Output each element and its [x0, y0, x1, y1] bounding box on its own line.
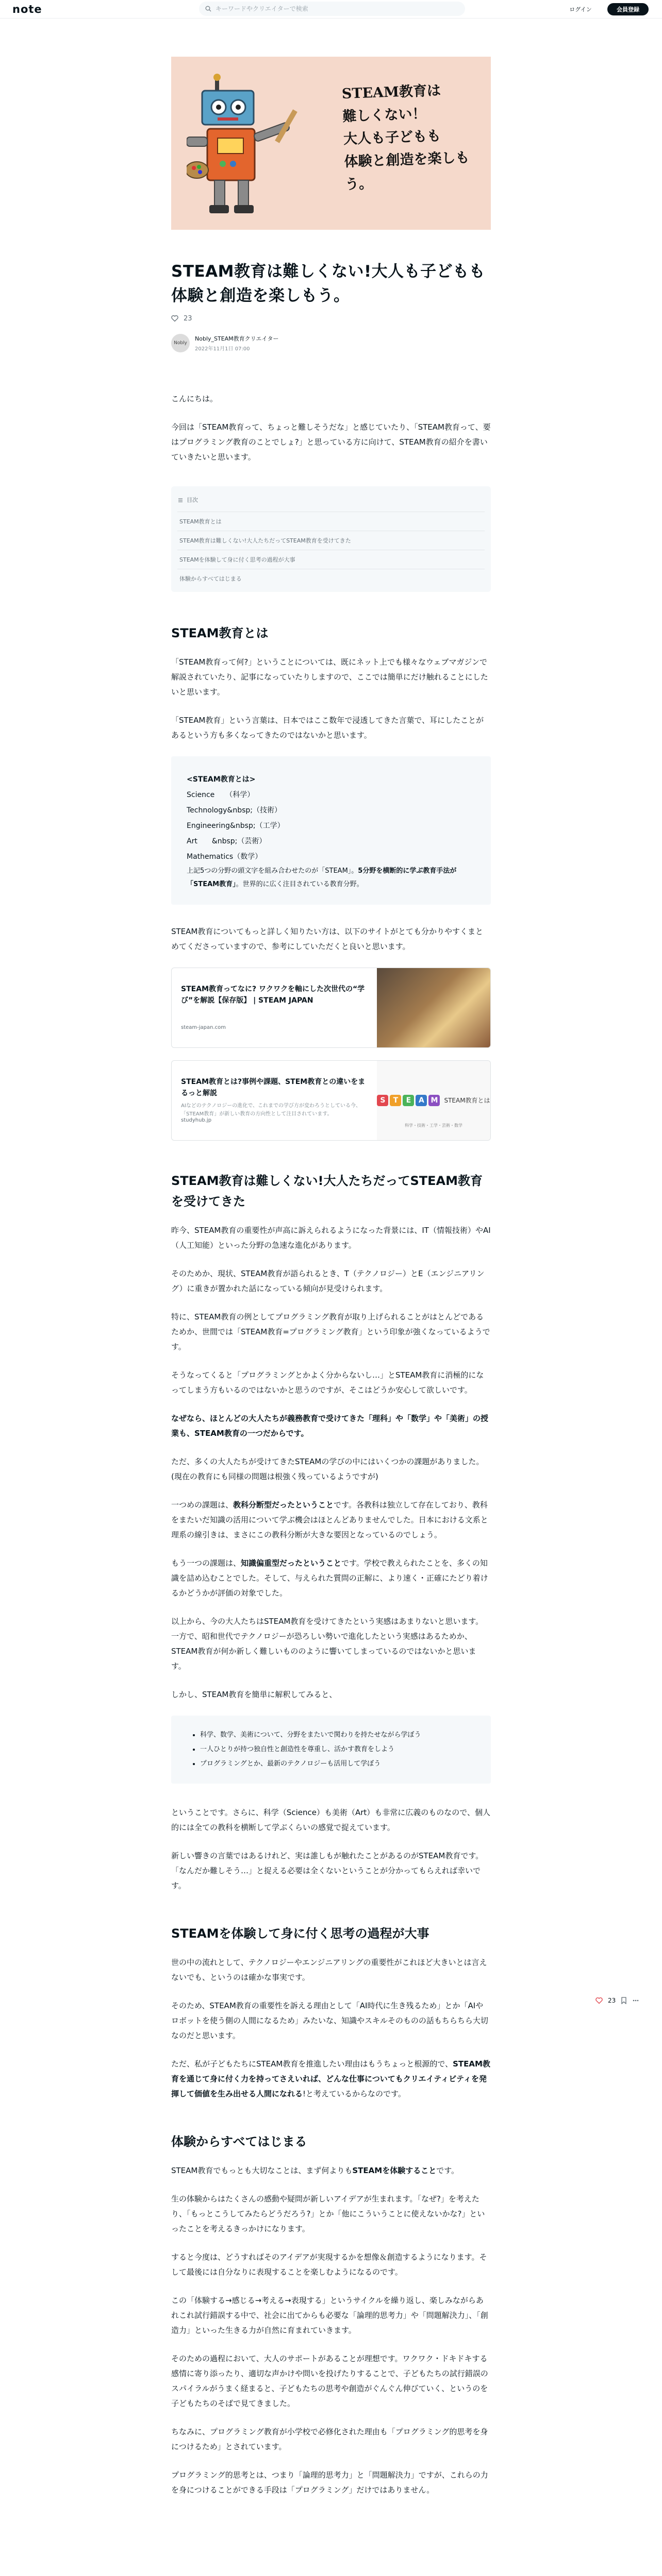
paragraph: 一つめの課題は、教科分断型だったということです。各教科は独立して存在しており、教科をまたいだ知識の活用について学ぶ機会はほとんどありませんでした。日本における文系と理系の線引きは、まさにこの教科分断が大きな要因となっているのでしょう。 — [171, 1500, 488, 1539]
link-card-domain: steam-japan.com — [181, 1025, 226, 1030]
toc-label: 目次 — [187, 497, 198, 503]
definition-note: 上記5つの分野の頭文字を組み合わせたのが「STEAM」。5分野を横断的に学ぶ教育手法が「STEAM教育」。世界的に広く注目されている教育分野。 — [187, 867, 457, 888]
definition-box — [171, 756, 491, 905]
section-heading: STEAM教育は難しくない!大人たちだってSTEAM教育を受けてきた — [171, 1174, 483, 1209]
search-box[interactable] — [199, 2, 465, 16]
signup-button[interactable]: 会員登録 — [607, 3, 649, 15]
link-card-description: AIなどのテクノロジーの進化で、これまでの学び方が変わろうとしている今、「STEAM教育」が新しい教育の方向性として注目されています。 — [181, 1103, 361, 1117]
search-input[interactable] — [216, 5, 453, 12]
paragraph: そのためか、現状、STEAM教育が語られるとき、T（テクノロジー）とE（エンジニアリング）に重きが置かれた話になっている傾向が見受けられます。 — [171, 1269, 485, 1293]
paragraph: ただ、多くの大人たちが受けてきたSTEAMの学びの中にはいくつかの課題がありました。(現在の教育にも同様の問題は根強く残っているようですが) — [171, 1457, 484, 1481]
robot-illustration — [187, 72, 321, 222]
table-of-contents — [171, 486, 491, 592]
definition-line: Science （科学） — [187, 791, 255, 799]
article-title: STEAM教育は難しくない!大人も子どもも体験と創造を楽しもう。 — [171, 262, 486, 305]
paragraph: STEAM教育についてもっと詳しく知りたい方は、以下のサイトがとても分かりやすくまとめてくださっていますので、参考にしていただくと良いと思います。 — [171, 927, 484, 951]
section-heading: STEAM教育とは — [171, 626, 269, 640]
heart-icon[interactable] — [595, 1997, 603, 2004]
login-button[interactable]: ログイン — [564, 3, 597, 15]
link-card-thumbnail — [377, 1061, 490, 1140]
paragraph: 特に、STEAM教育の例としてプログラミング教育が取り上げられることがはとんどであるためか、世間では「STEAM教育=プログラミング教育」という印象が強くなっているようです。 — [171, 1312, 490, 1351]
site-header — [0, 0, 662, 19]
list-item: • 一人ひとりが持つ独自性と創造性を尊重し、活かす教育をしよう — [200, 1742, 470, 1757]
paragraph: そのための過程において、大人のサポートがあることが理想です。ワクワク・ドキドキする感情に寄り添ったり、適切な声かけや問いを投げたりすることで、子どもたちの試行錯誤のスパイラルがうまく経まると、子どもたちの思考や創造がぐんぐん伸びていく、というのを子どもたちのそばで見てきました。 — [171, 2354, 488, 2408]
paragraph: プログラミング的思考とは、つまり「論理的思考力」と「問題解決力」ですが、これらの力を身につけることができる手段は「プログラミング」だけではありません。 — [171, 2470, 488, 2495]
thumbnail-label: STEAM教育とは — [444, 1096, 490, 1104]
note-logo[interactable]: note — [12, 3, 42, 15]
section-heading: 体験からすべてはじまる — [171, 2134, 307, 2149]
article-body — [171, 392, 491, 2498]
definition-line: Mathematics（数学） — [187, 853, 262, 861]
link-card-thumbnail — [377, 968, 490, 1047]
paragraph: 新しい響きの言葉ではあるけれど、実は誰しもが触れたことがあるのがSTEAM教育です。「なんだか難しそう…」と捉える必要は全くないということが分かってもらえれば幸いです。 — [171, 1851, 484, 1890]
author-block[interactable] — [171, 334, 491, 352]
paragraph: 生の体験からはたくさんの感動や疑問が新しいアイデアが生まれます。「なぜ?」を考えたり、「もっとこうしてみたらどうだろう?」とか「他にこういうことに使えないかな?」といったことを考えるきっかけになります。 — [171, 2194, 485, 2233]
paragraph: ということです。さらに、科学（Science）も美術（Art）も非常に広義のものなので、個人的には全ての教科を横断して学ぶくらいの感覚で捉えています。 — [171, 1808, 490, 1832]
bullet-list — [171, 1716, 491, 1784]
paragraph: ちなみに、プログラミング教育が小学校で必修化された理由も「プログラミング的思考を身につけるため」とされています。 — [171, 2427, 488, 2451]
like-count: 23 — [184, 314, 192, 323]
definition-line: Technology&nbsp;（技術） — [187, 806, 282, 815]
paragraph: この「体験する→感じる→考える→表現する」というサイクルを繰り返し、楽しみながらあれこれ試行錯誤する中で、社会に出てからも必要な「論理的思考力」や「問題解決力」、「創造力」といった生きる力が自然に育まれていきます。 — [171, 2296, 488, 2335]
heart-icon[interactable] — [171, 315, 178, 322]
paragraph: そのため、STEAM教育の重要性を訴える理由として「AI時代に生き残るため」とか「AIやロボットを使う側の人間になるため」みたいな、知識やスキルそのものの話もちらちら大切なのだと思います。 — [171, 2001, 488, 2040]
avatar[interactable]: Nobly — [171, 334, 190, 352]
paragraph: そうなってくると「プログラミングとかよく分からないし…」とSTEAM教育に消極的になってしまう方もいるのではないかと思うのですが、そこはどうか安心して欲しいです。 — [171, 1370, 484, 1395]
steam-letter-tiles: S T E A M — [377, 1095, 440, 1106]
paragraph: こんにちは。 — [171, 394, 218, 403]
author-name[interactable]: Nobly_STEAM教育クリエイター — [195, 335, 279, 342]
paragraph: 今回は「STEAM教育って、ちょっと難しそうだな」と感じていたり、「STEAM教育って、要はプログラミング教育のことでしょ?」と思っている方に向けて、STEAM教育の紹介を書いていきたいと思います。 — [171, 422, 491, 462]
link-card-title: STEAM教育ってなに? ワクワクを軸にした次世代の“学び”を解説【保存版】 | STEAM JAPAN — [181, 985, 365, 1005]
paragraph: すると今度は、どうすればそのアイデアが実現するかを想像＆創造するようになります。そして最後には自分なりに表現することを楽しむようになるのです。 — [171, 2252, 487, 2277]
article — [171, 19, 491, 2498]
paragraph: 世の中の流れとして、テクノロジーやエンジニアリングの重要性がこれほど大きいとは言えないでも、というのは確かな事実です。 — [171, 1958, 487, 1982]
paragraph: ただ、私が子どもたちにSTEAM教育を推進したい理由はもうちょっと根源的で、STEAM教育を通じて身に付く力を持ってさえいれば、どんな仕事についてもクリエイティビティを発揮して価値を生み出せる人間になれる!と考えているからなのです。 — [171, 2059, 490, 2098]
paragraph: しかし、STEAM教育を簡単に解釈してみると、 — [171, 1690, 337, 1699]
publish-date: 2022年11月1日 07:00 — [195, 346, 250, 352]
thumbnail-caption: 科学・技術・工学・芸術・数学 — [405, 1123, 462, 1128]
toc-item[interactable]: STEAMを体験して身に付く思考の過程が大事 — [177, 550, 485, 569]
section-heading: STEAMを体験して身に付く思考の過程が大事 — [171, 1926, 429, 1941]
paragraph: なぜなら、ほとんどの大人たちが義務教育で受けてきた「理科」や「数学」や「美術」の授業も、STEAM教育の一つだからです。 — [171, 1414, 489, 1438]
eyecatch-headline: STEAM教育は 難しくない！ 大人も子どもも 体験と創造を楽しもう。 — [341, 82, 470, 193]
list-icon — [177, 497, 184, 503]
toc-item[interactable]: 体験からすべてはじまる — [177, 569, 485, 588]
search-icon — [205, 6, 211, 12]
definition-title: <STEAM教育とは> — [187, 775, 256, 784]
list-item: • プログラミングとか、最新のテクノロジーも活用して学ぼう — [200, 1757, 470, 1771]
paragraph: 以上から、今の大人たちはSTEAM教育を受けてきたという実感はあまりないと思います。一方で、昭和世代でテクノロジーが恐ろしい勢いで進化したという実感はあるためか、STEAM教育が何か新しく難しいもののように響いてしまっているのではないかと思います。 — [171, 1617, 484, 1671]
toc-item[interactable]: STEAM教育は難しくない!大人たちだってSTEAM教育を受けてきた — [177, 531, 485, 550]
link-card[interactable] — [171, 1060, 491, 1141]
list-item: • 科学、数学、美術について、分野をまたいで関わりを持たせながら学ぼう — [200, 1728, 470, 1742]
paragraph: 「STEAM教育」という言葉は、日本ではここ数年で浸透してきた言葉で、耳にしたことがあるという方も多くなってきたのではないかと思います。 — [171, 716, 484, 740]
floating-like-count: 23 — [608, 1997, 616, 2004]
toc-header[interactable] — [177, 493, 485, 512]
bookmark-icon[interactable] — [621, 1997, 627, 2004]
link-card[interactable] — [171, 968, 491, 1048]
like-row — [171, 313, 491, 324]
paragraph: 昨今、STEAM教育の重要性が声高に訴えられるようになった背景には、IT（情報技術）やAI（人工知能）といった分野の急速な進化があります。 — [171, 1226, 491, 1250]
paragraph: STEAM教育でもっとも大切なことは、まず何よりもSTEAMを体験することです。 — [171, 2166, 459, 2175]
link-card-title: STEAM教育とは?事例や課題、STEM教育との違いをまるっと解説 — [181, 1078, 366, 1097]
definition-line: Engineering&nbsp;（工学） — [187, 822, 285, 830]
paragraph: もう一つの課題は、知識偏重型だったということです。学校で教えられたことを、多くの知識を詰め込むことでした。そして、与えられた質問の正解に、より速く・正確にたどり着けるかどうかが評価の対象でした。 — [171, 1558, 488, 1598]
toc-item[interactable]: STEAM教育とは — [177, 512, 485, 531]
definition-line: Art &nbsp;（芸術） — [187, 837, 267, 845]
paragraph: 「STEAM教育って何?」ということについては、既にネット上でも様々なウェブマガジンで解説されていたり、記事になっていたりしますので、ここでは簡単にだけ触れることにしたいと思います。 — [171, 657, 488, 697]
link-card-domain: studyhub.jp — [181, 1117, 212, 1123]
eyecatch-image — [171, 57, 491, 230]
floating-reactions — [595, 1997, 639, 2004]
more-icon[interactable] — [632, 1997, 639, 2004]
